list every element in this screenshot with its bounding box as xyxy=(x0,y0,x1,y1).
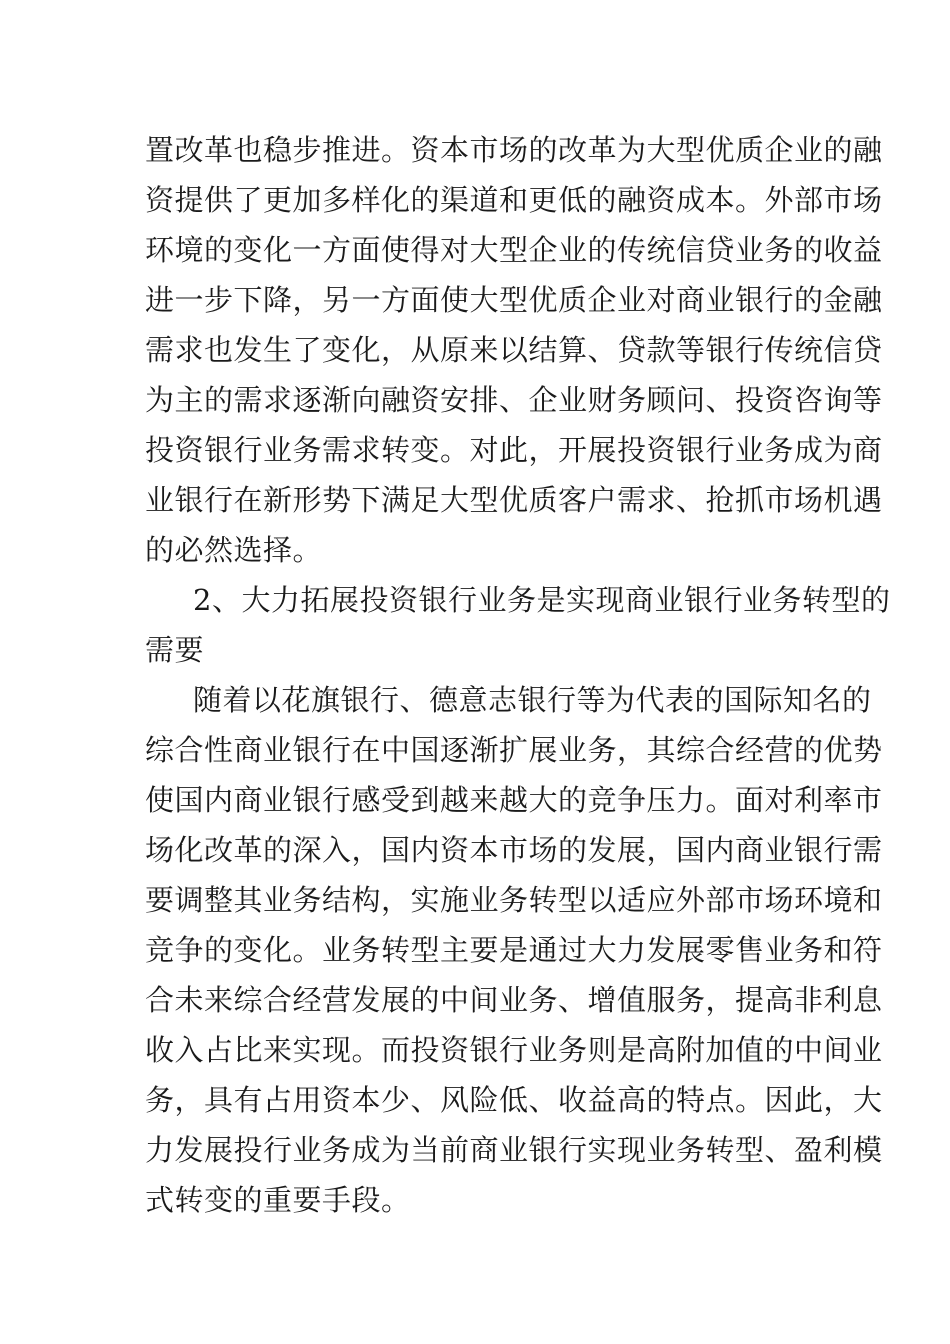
text-line: 业银行在新形势下满足大型优质客户需求、抢抓市场机遇 xyxy=(145,483,883,517)
text-line: 力发展投行业务成为当前商业银行实现业务转型、盈利模 xyxy=(145,1133,883,1167)
text-line: 场化改革的深入，国内资本市场的发展，国内商业银行需 xyxy=(145,833,883,867)
text-line: 合未来综合经营发展的中间业务、增值服务，提高非利息 xyxy=(145,983,883,1017)
text-line: 资提供了更加多样化的渠道和更低的融资成本。外部市场 xyxy=(145,183,883,217)
text-line: 为主的需求逐渐向融资安排、企业财务顾问、投资咨询等 xyxy=(145,383,883,417)
text-line: 务，具有占用资本少、风险低、收益高的特点。因此，大 xyxy=(145,1083,883,1117)
text-line: 需求也发生了变化，从原来以结算、贷款等银行传统信贷 xyxy=(145,333,883,367)
text-line: 式转变的重要手段。 xyxy=(145,1183,411,1217)
text-line: 进一步下降，另一方面使大型优质企业对商业银行的金融 xyxy=(145,283,883,317)
text-line: 竞争的变化。业务转型主要是通过大力发展零售业务和符 xyxy=(145,933,883,967)
text-line: 置改革也稳步推进。资本市场的改革为大型优质企业的融 xyxy=(145,133,883,167)
text-line: 随着以花旗银行、德意志银行等为代表的国际知名的 xyxy=(193,683,872,717)
text-line: 环境的变化一方面使得对大型企业的传统信贷业务的收益 xyxy=(145,233,883,267)
heading-line: 需要 xyxy=(145,633,205,667)
text-line: 综合性商业银行在中国逐渐扩展业务，其综合经营的优势 xyxy=(145,733,883,767)
text-line: 投资银行业务需求转变。对此，开展投资银行业务成为商 xyxy=(145,433,883,467)
text-line: 的必然选择。 xyxy=(145,533,323,567)
text-line: 要调整其业务结构，实施业务转型以适应外部市场环境和 xyxy=(145,883,883,917)
text-line: 使国内商业银行感受到越来越大的竞争压力。面对利率市 xyxy=(145,783,883,817)
heading-line: 2、大力拓展投资银行业务是实现商业银行业务转型的 xyxy=(193,583,891,617)
text-line: 收入占比来实现。而投资银行业务则是高附加值的中间业 xyxy=(145,1033,883,1067)
